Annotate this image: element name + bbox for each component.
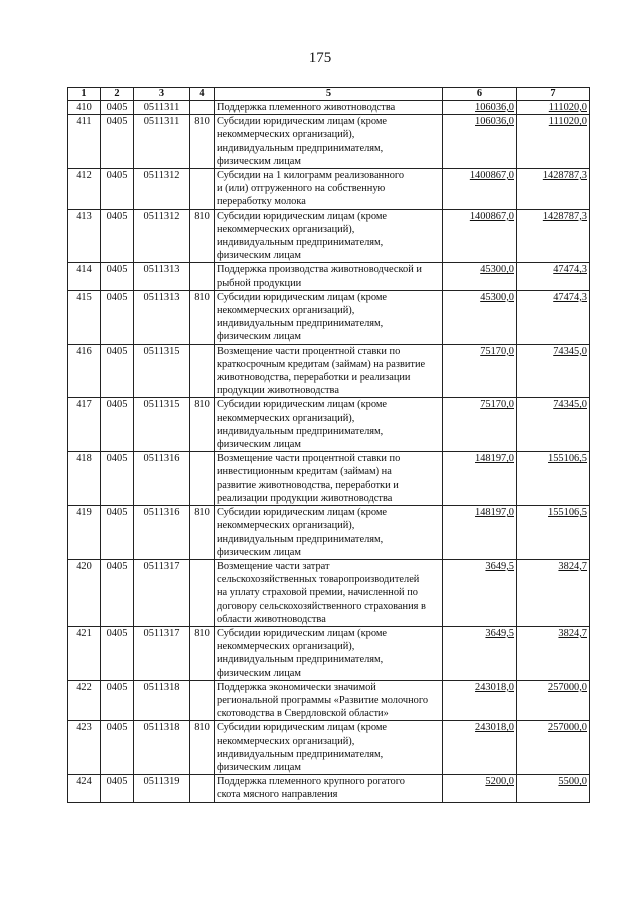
section-code-cell: 0405: [101, 263, 134, 290]
item-name-line: физическим лицам: [217, 331, 301, 343]
amount-col7-cell: 3824,7: [517, 626, 590, 680]
item-name-line: индивидуальным предпринимателям,: [217, 533, 384, 545]
item-name-cell: [215, 626, 443, 680]
row-number-cell: 412: [68, 169, 101, 210]
item-name-line: индивидуальным предпринимателям,: [217, 654, 384, 666]
table-row: [68, 290, 590, 344]
item-name-line: скотоводства в Свердловской области»: [217, 708, 389, 720]
expense-type-cell: [190, 169, 215, 210]
target-code-cell: 0511319: [134, 775, 190, 802]
header-col-6: 6: [443, 88, 517, 101]
item-name-line: Субсидии юридическим лицам (кроме: [217, 627, 388, 639]
expense-type-cell: 810: [190, 290, 215, 344]
table-row: [68, 452, 590, 506]
item-name-line: Субсидии юридическим лицам (кроме: [217, 116, 388, 128]
expense-type-cell: [190, 101, 215, 115]
target-code-cell: 0511316: [134, 506, 190, 560]
target-code-cell: 0511317: [134, 626, 190, 680]
target-code-cell: 0511312: [134, 169, 190, 210]
section-code-cell: 0405: [101, 452, 134, 506]
item-name-line: физическим лицам: [217, 546, 301, 558]
table-header-row: [68, 88, 590, 101]
amount-col6-cell: 106036,0: [443, 115, 517, 169]
item-name-cell: [215, 101, 443, 115]
row-number-cell: 418: [68, 452, 101, 506]
budget-table: [67, 87, 590, 803]
item-name-line: рыбной продукции: [217, 277, 302, 289]
item-name-line: физическим лицам: [217, 155, 301, 167]
header-col-3: 3: [134, 88, 190, 101]
target-code-cell: 0511318: [134, 721, 190, 775]
amount-col6-cell: 148197,0: [443, 506, 517, 560]
item-name-line: Субсидии юридическим лицам (кроме: [217, 210, 388, 222]
section-code-cell: 0405: [101, 626, 134, 680]
target-code-cell: 0511316: [134, 452, 190, 506]
item-name-cell: [215, 506, 443, 560]
item-name-line: области животноводства: [217, 613, 326, 625]
target-code-cell: 0511313: [134, 290, 190, 344]
item-name-line: краткосрочным кредитам (займам) на развитие: [217, 358, 426, 370]
item-name-line: Субсидии на 1 килограмм реализованного: [217, 170, 405, 182]
item-name-line: Поддержка племенного крупного рогатого: [217, 776, 405, 788]
amount-col6-cell: 45300,0: [443, 263, 517, 290]
amount-col6-cell: 1400867,0: [443, 169, 517, 210]
row-number-cell: 417: [68, 398, 101, 452]
item-name-line: Возмещение части процентной ставки по: [217, 345, 401, 357]
header-col-1: 1: [68, 88, 101, 101]
target-code-cell: 0511315: [134, 398, 190, 452]
row-number-cell: 410: [68, 101, 101, 115]
section-code-cell: 0405: [101, 115, 134, 169]
expense-type-cell: [190, 775, 215, 802]
amount-col6-cell: 75170,0: [443, 398, 517, 452]
amount-col6-cell: 243018,0: [443, 680, 517, 721]
table-row: [68, 398, 590, 452]
item-name-line: индивидуальным предпринимателям,: [217, 142, 384, 154]
table-row: [68, 559, 590, 626]
item-name-cell: [215, 169, 443, 210]
item-name-cell: [215, 559, 443, 626]
item-name-line: Субсидии юридическим лицам (кроме: [217, 399, 388, 411]
amount-col7-cell: 111020,0: [517, 115, 590, 169]
item-name-line: инвестиционным кредитам (займам) на: [217, 466, 392, 478]
row-number-cell: 424: [68, 775, 101, 802]
amount-col6-cell: 106036,0: [443, 101, 517, 115]
row-number-cell: 416: [68, 344, 101, 398]
amount-col6-cell: 1400867,0: [443, 209, 517, 263]
expense-type-cell: [190, 263, 215, 290]
row-number-cell: 411: [68, 115, 101, 169]
section-code-cell: 0405: [101, 506, 134, 560]
amount-col6-cell: 243018,0: [443, 721, 517, 775]
expense-type-cell: 810: [190, 506, 215, 560]
section-code-cell: 0405: [101, 721, 134, 775]
item-name-line: животноводства, переработки и реализации: [217, 372, 411, 384]
amount-col6-cell: 3649,5: [443, 626, 517, 680]
target-code-cell: 0511312: [134, 209, 190, 263]
target-code-cell: 0511313: [134, 263, 190, 290]
row-number-cell: 421: [68, 626, 101, 680]
row-number-cell: 413: [68, 209, 101, 263]
table-row: [68, 169, 590, 210]
target-code-cell: 0511315: [134, 344, 190, 398]
header-col-4: 4: [190, 88, 215, 101]
section-code-cell: 0405: [101, 775, 134, 802]
section-code-cell: 0405: [101, 169, 134, 210]
expense-type-cell: 810: [190, 398, 215, 452]
item-name-cell: [215, 721, 443, 775]
amount-col7-cell: 5500,0: [517, 775, 590, 802]
table-row: [68, 506, 590, 560]
item-name-line: индивидуальным предпринимателям,: [217, 748, 384, 760]
target-code-cell: 0511318: [134, 680, 190, 721]
amount-col7-cell: 1428787,3: [517, 209, 590, 263]
expense-type-cell: 810: [190, 626, 215, 680]
amount-col6-cell: 5200,0: [443, 775, 517, 802]
target-code-cell: 0511317: [134, 559, 190, 626]
table-row: [68, 721, 590, 775]
item-name-line: региональной программы «Развитие молочного: [217, 694, 429, 706]
item-name-line: Поддержка племенного животноводства: [217, 102, 396, 113]
table-row: [68, 263, 590, 290]
item-name-line: некоммерческих организаций),: [217, 735, 355, 747]
item-name-line: Возмещение части процентной ставки по: [217, 453, 401, 465]
section-code-cell: 0405: [101, 559, 134, 626]
amount-col7-cell: 47474,3: [517, 263, 590, 290]
section-code-cell: 0405: [101, 209, 134, 263]
amount-col7-cell: 74345,0: [517, 344, 590, 398]
amount-col7-cell: 257000,0: [517, 680, 590, 721]
item-name-line: Поддержка экономически значимой: [217, 681, 376, 693]
item-name-line: на уплату страховой премии, начисленной по: [217, 587, 418, 599]
row-number-cell: 422: [68, 680, 101, 721]
header-col-7: 7: [517, 88, 590, 101]
table-row: [68, 344, 590, 398]
item-name-line: некоммерческих организаций),: [217, 305, 355, 317]
row-number-cell: 420: [68, 559, 101, 626]
table-body: [68, 101, 590, 803]
item-name-line: физическим лицам: [217, 667, 301, 679]
table-row: [68, 775, 590, 802]
item-name-line: Возмещение части затрат: [217, 560, 330, 572]
section-code-cell: 0405: [101, 680, 134, 721]
item-name-line: договору сельскохозяйственного страхования в: [217, 600, 426, 612]
item-name-line: развитие животноводства, переработки и: [217, 479, 399, 491]
amount-col7-cell: 155106,5: [517, 506, 590, 560]
table-row: [68, 680, 590, 721]
section-code-cell: 0405: [101, 344, 134, 398]
item-name-line: Субсидии юридическим лицам (кроме: [217, 722, 388, 734]
expense-type-cell: [190, 559, 215, 626]
amount-col6-cell: 3649,5: [443, 559, 517, 626]
section-code-cell: 0405: [101, 290, 134, 344]
table-row: [68, 626, 590, 680]
item-name-cell: [215, 209, 443, 263]
item-name-cell: [215, 290, 443, 344]
item-name-cell: [215, 115, 443, 169]
expense-type-cell: [190, 452, 215, 506]
item-name-line: Субсидии юридическим лицам (кроме: [217, 291, 388, 303]
table-row: [68, 101, 590, 115]
amount-col7-cell: 74345,0: [517, 398, 590, 452]
item-name-cell: [215, 680, 443, 721]
item-name-line: некоммерческих организаций),: [217, 520, 355, 532]
item-name-line: некоммерческих организаций),: [217, 223, 355, 235]
amount-col6-cell: 45300,0: [443, 290, 517, 344]
item-name-line: физическим лицам: [217, 439, 301, 451]
expense-type-cell: [190, 680, 215, 721]
section-code-cell: 0405: [101, 398, 134, 452]
expense-type-cell: 810: [190, 209, 215, 263]
item-name-cell: [215, 263, 443, 290]
item-name-line: сельскохозяйственных товаропроизводителей: [217, 574, 420, 586]
item-name-line: некоммерческих организаций),: [217, 412, 355, 424]
item-name-cell: [215, 452, 443, 506]
item-name-line: и (или) отгруженного на собственную: [217, 183, 386, 195]
item-name-line: индивидуальным предпринимателям,: [217, 425, 384, 437]
item-name-line: продукции животноводства: [217, 385, 339, 397]
item-name-line: индивидуальным предпринимателям,: [217, 237, 384, 249]
table-row: [68, 115, 590, 169]
amount-col7-cell: 257000,0: [517, 721, 590, 775]
row-number-cell: 419: [68, 506, 101, 560]
item-name-line: физическим лицам: [217, 250, 301, 262]
row-number-cell: 414: [68, 263, 101, 290]
target-code-cell: 0511311: [134, 101, 190, 115]
item-name-line: Субсидии юридическим лицам (кроме: [217, 507, 388, 519]
expense-type-cell: 810: [190, 721, 215, 775]
item-name-line: некоммерческих организаций),: [217, 129, 355, 141]
amount-col7-cell: 47474,3: [517, 290, 590, 344]
item-name-line: скота мясного направления: [217, 789, 338, 801]
amount-col6-cell: 148197,0: [443, 452, 517, 506]
page-number: 175: [308, 50, 332, 66]
item-name-cell: [215, 775, 443, 802]
item-name-line: физическим лицам: [217, 761, 301, 773]
item-name-line: переработку молока: [217, 196, 306, 208]
item-name-line: реализации продукции животноводства: [217, 492, 393, 504]
amount-col7-cell: 155106,5: [517, 452, 590, 506]
target-code-cell: 0511311: [134, 115, 190, 169]
table-row: [68, 209, 590, 263]
item-name-line: индивидуальным предпринимателям,: [217, 318, 384, 330]
expense-type-cell: [190, 344, 215, 398]
amount-col7-cell: 1428787,3: [517, 169, 590, 210]
row-number-cell: 415: [68, 290, 101, 344]
amount-col7-cell: 111020,0: [517, 101, 590, 115]
item-name-line: некоммерческих организаций),: [217, 641, 355, 653]
row-number-cell: 423: [68, 721, 101, 775]
item-name-line: Поддержка производства животноводческой и: [217, 264, 422, 276]
header-col-2: 2: [101, 88, 134, 101]
section-code-cell: 0405: [101, 101, 134, 115]
amount-col6-cell: 75170,0: [443, 344, 517, 398]
item-name-cell: [215, 398, 443, 452]
amount-col7-cell: 3824,7: [517, 559, 590, 626]
expense-type-cell: 810: [190, 115, 215, 169]
header-col-5: 5: [215, 88, 443, 101]
item-name-cell: [215, 344, 443, 398]
